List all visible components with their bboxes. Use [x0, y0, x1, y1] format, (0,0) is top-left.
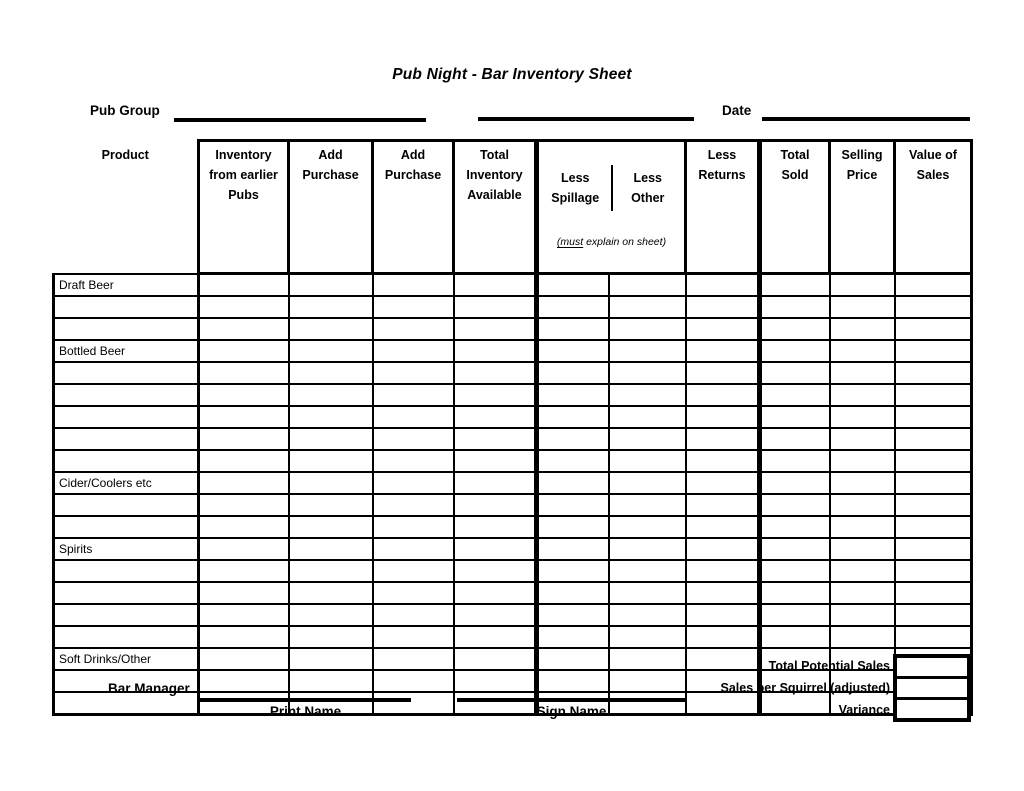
data-cell — [830, 428, 895, 450]
data-cell — [760, 604, 830, 626]
data-cell — [760, 340, 830, 362]
table-row — [54, 604, 972, 626]
data-cell — [454, 582, 537, 604]
data-cell — [373, 340, 454, 362]
data-cell — [686, 296, 760, 318]
table-row — [54, 626, 972, 648]
middle-blank-line — [478, 117, 694, 121]
spillage-other-labels — [540, 165, 683, 211]
product-cell: Bottled Beer — [54, 340, 199, 362]
data-cell — [373, 516, 454, 538]
product-cell — [54, 494, 199, 516]
data-cell — [199, 428, 289, 450]
spillage-explain-note: (must explain on sheet) — [556, 236, 667, 248]
data-cell — [686, 450, 760, 472]
data-cell — [454, 604, 537, 626]
data-cell — [373, 560, 454, 582]
data-cell — [830, 384, 895, 406]
table-row — [54, 538, 972, 560]
data-cell — [895, 450, 972, 472]
data-cell — [895, 560, 972, 582]
data-cell — [686, 516, 760, 538]
data-cell — [454, 626, 537, 648]
data-cell — [373, 538, 454, 560]
data-cell — [537, 274, 609, 297]
table-row — [54, 318, 972, 340]
product-cell — [54, 560, 199, 582]
product-cell: Spirits — [54, 538, 199, 560]
data-cell — [289, 626, 373, 648]
summary-value-boxes — [893, 654, 971, 722]
data-cell — [895, 340, 972, 362]
data-cell — [830, 626, 895, 648]
table-row — [54, 494, 972, 516]
data-cell — [760, 318, 830, 340]
data-cell — [760, 494, 830, 516]
data-cell — [686, 626, 760, 648]
data-cell — [289, 362, 373, 384]
data-cell — [760, 384, 830, 406]
data-cell — [199, 274, 289, 297]
data-cell — [454, 516, 537, 538]
col-header-selling-price: Selling Price — [830, 141, 895, 274]
product-cell — [54, 626, 199, 648]
data-cell — [895, 384, 972, 406]
product-cell — [54, 362, 199, 384]
data-cell — [199, 604, 289, 626]
data-cell — [686, 362, 760, 384]
product-cell — [54, 296, 199, 318]
data-cell — [373, 604, 454, 626]
data-cell — [830, 362, 895, 384]
col-header-total-inventory-available: Total Inventory Available — [454, 141, 537, 274]
total-potential-sales-box — [897, 658, 967, 676]
data-cell — [537, 318, 609, 340]
data-cell — [454, 384, 537, 406]
product-cell: Draft Beer — [54, 274, 199, 297]
data-cell — [454, 296, 537, 318]
data-cell — [199, 318, 289, 340]
data-cell — [537, 626, 609, 648]
product-cell — [54, 450, 199, 472]
sign-name-caption: Sign Name — [536, 704, 607, 719]
table-row — [54, 560, 972, 582]
data-cell — [609, 428, 686, 450]
data-cell — [537, 362, 609, 384]
data-cell — [199, 648, 289, 670]
col-header-less-spillage-other — [537, 141, 686, 274]
data-cell — [373, 472, 454, 494]
data-cell — [760, 450, 830, 472]
data-cell — [373, 362, 454, 384]
date-blank-line — [762, 117, 970, 121]
data-cell — [686, 472, 760, 494]
variance-label: Variance — [838, 703, 890, 717]
data-cell — [289, 472, 373, 494]
data-cell — [895, 318, 972, 340]
sales-per-squirrel-box — [897, 676, 967, 697]
data-cell — [609, 362, 686, 384]
data-cell — [760, 582, 830, 604]
table-row — [54, 340, 972, 362]
data-cell — [537, 516, 609, 538]
data-cell — [895, 538, 972, 560]
data-cell — [199, 494, 289, 516]
data-cell — [199, 296, 289, 318]
data-cell — [454, 538, 537, 560]
page-title: Pub Night - Bar Inventory Sheet — [392, 66, 632, 83]
col-header-value-of-sales: Value of Sales — [895, 141, 972, 274]
data-cell — [373, 428, 454, 450]
data-cell — [830, 450, 895, 472]
date-label: Date — [722, 103, 752, 118]
data-cell — [686, 428, 760, 450]
pub-group-label: Pub Group — [90, 103, 160, 118]
data-cell — [609, 384, 686, 406]
data-cell — [686, 560, 760, 582]
data-cell — [609, 450, 686, 472]
data-cell — [830, 538, 895, 560]
sales-per-squirrel-label: Sales per Squirrel (adjusted) — [720, 681, 890, 695]
data-cell — [373, 494, 454, 516]
data-cell — [686, 582, 760, 604]
data-cell — [686, 340, 760, 362]
data-cell — [289, 582, 373, 604]
product-cell — [54, 406, 199, 428]
inventory-table — [52, 139, 973, 716]
data-cell — [830, 406, 895, 428]
col-header-total-sold: Total Sold — [760, 141, 830, 274]
data-cell — [289, 670, 373, 692]
data-cell — [373, 626, 454, 648]
table-row — [54, 274, 972, 297]
data-cell — [199, 582, 289, 604]
data-cell — [373, 582, 454, 604]
data-cell — [537, 582, 609, 604]
data-cell — [830, 560, 895, 582]
col-header-add-purchase-1: Add Purchase — [289, 141, 373, 274]
data-cell — [686, 384, 760, 406]
bar-manager-label: Bar Manager — [108, 681, 190, 696]
data-cell — [609, 274, 686, 297]
data-cell — [895, 516, 972, 538]
pub-group-blank-line — [174, 118, 426, 122]
data-cell — [199, 384, 289, 406]
data-cell — [537, 406, 609, 428]
col-header-inventory-from-earlier-pubs: Inventory from earlier Pubs — [199, 141, 289, 274]
data-cell — [454, 560, 537, 582]
data-cell — [199, 670, 289, 692]
data-cell — [609, 406, 686, 428]
data-cell — [609, 626, 686, 648]
data-cell — [454, 274, 537, 297]
data-cell — [830, 274, 895, 297]
data-cell — [895, 472, 972, 494]
data-cell — [895, 626, 972, 648]
data-cell — [895, 582, 972, 604]
product-cell: Cider/Coolers etc — [54, 472, 199, 494]
data-cell — [686, 538, 760, 560]
table-row — [54, 450, 972, 472]
data-cell — [609, 494, 686, 516]
data-cell — [289, 560, 373, 582]
data-cell — [830, 516, 895, 538]
data-cell — [686, 494, 760, 516]
data-cell — [895, 604, 972, 626]
data-cell — [609, 560, 686, 582]
data-cell — [760, 516, 830, 538]
data-cell — [686, 274, 760, 297]
data-cell — [373, 296, 454, 318]
table-row — [54, 384, 972, 406]
data-cell — [454, 428, 537, 450]
data-cell — [289, 538, 373, 560]
data-cell — [289, 428, 373, 450]
data-cell — [199, 406, 289, 428]
data-cell — [537, 340, 609, 362]
data-cell — [373, 648, 454, 670]
data-cell — [537, 428, 609, 450]
data-cell — [830, 604, 895, 626]
data-cell — [686, 318, 760, 340]
table-row — [54, 582, 972, 604]
data-cell — [537, 472, 609, 494]
data-cell — [289, 406, 373, 428]
data-cell — [760, 538, 830, 560]
data-cell — [830, 494, 895, 516]
data-cell — [289, 450, 373, 472]
print-name-caption: Print Name — [269, 704, 342, 719]
data-cell — [537, 384, 609, 406]
data-cell — [537, 560, 609, 582]
data-cell — [289, 296, 373, 318]
product-cell — [54, 318, 199, 340]
data-cell — [289, 516, 373, 538]
data-cell — [760, 274, 830, 297]
data-cell — [686, 406, 760, 428]
table-row — [54, 296, 972, 318]
data-cell — [830, 340, 895, 362]
data-cell — [199, 450, 289, 472]
table-row — [54, 428, 972, 450]
total-potential-sales-label: Total Potential Sales — [768, 659, 890, 673]
data-cell — [830, 296, 895, 318]
data-cell — [199, 340, 289, 362]
data-cell — [199, 516, 289, 538]
data-cell — [199, 362, 289, 384]
data-cell — [760, 296, 830, 318]
data-cell — [895, 494, 972, 516]
data-cell — [760, 406, 830, 428]
data-cell — [454, 472, 537, 494]
data-cell — [199, 472, 289, 494]
data-cell — [895, 406, 972, 428]
data-cell — [609, 318, 686, 340]
data-cell — [289, 604, 373, 626]
data-cell — [454, 340, 537, 362]
data-cell — [537, 538, 609, 560]
data-cell — [537, 494, 609, 516]
data-cell — [454, 318, 537, 340]
data-cell — [895, 296, 972, 318]
data-cell — [760, 560, 830, 582]
table-row — [54, 406, 972, 428]
col-header-less-other: Less Other — [631, 171, 665, 205]
col-header-less-returns: Less Returns — [686, 141, 760, 274]
data-cell — [609, 604, 686, 626]
data-cell — [895, 362, 972, 384]
product-cell — [54, 582, 199, 604]
data-cell — [830, 318, 895, 340]
data-cell — [760, 362, 830, 384]
product-cell: Soft Drinks/Other — [54, 648, 199, 670]
table-row — [54, 516, 972, 538]
sign-name-blank-line — [457, 698, 686, 702]
inventory-table-header — [54, 141, 972, 274]
data-cell — [537, 296, 609, 318]
data-cell — [289, 494, 373, 516]
data-cell — [895, 274, 972, 297]
data-cell — [199, 560, 289, 582]
data-cell — [830, 582, 895, 604]
data-cell — [760, 626, 830, 648]
data-cell — [373, 318, 454, 340]
data-cell — [289, 384, 373, 406]
print-name-blank-line — [200, 698, 411, 702]
data-cell — [537, 604, 609, 626]
data-cell — [454, 494, 537, 516]
data-cell — [686, 604, 760, 626]
data-cell — [609, 472, 686, 494]
table-row — [54, 472, 972, 494]
data-cell — [289, 340, 373, 362]
data-cell — [373, 450, 454, 472]
data-cell — [454, 450, 537, 472]
data-cell — [609, 296, 686, 318]
data-cell — [760, 428, 830, 450]
data-cell — [537, 450, 609, 472]
data-cell — [454, 406, 537, 428]
data-cell — [895, 428, 972, 450]
data-cell — [289, 318, 373, 340]
product-cell — [54, 428, 199, 450]
data-cell — [289, 648, 373, 670]
table-row — [54, 362, 972, 384]
data-cell — [373, 670, 454, 692]
data-cell — [609, 582, 686, 604]
data-cell — [289, 274, 373, 297]
data-cell — [609, 340, 686, 362]
data-cell — [199, 626, 289, 648]
data-cell — [199, 538, 289, 560]
header-row — [54, 141, 972, 274]
data-cell — [609, 516, 686, 538]
col-header-product: Product — [101, 147, 149, 162]
data-cell — [760, 472, 830, 494]
col-header-less-spillage: Less Spillage — [551, 171, 600, 205]
data-cell — [830, 472, 895, 494]
variance-box — [897, 697, 967, 718]
data-cell — [454, 362, 537, 384]
product-cell — [54, 516, 199, 538]
data-cell — [609, 538, 686, 560]
data-cell — [373, 384, 454, 406]
inventory-table-body — [54, 274, 972, 715]
data-cell — [373, 406, 454, 428]
col-header-add-purchase-2: Add Purchase — [373, 141, 454, 274]
product-cell — [54, 604, 199, 626]
data-cell — [373, 274, 454, 297]
product-cell — [54, 384, 199, 406]
